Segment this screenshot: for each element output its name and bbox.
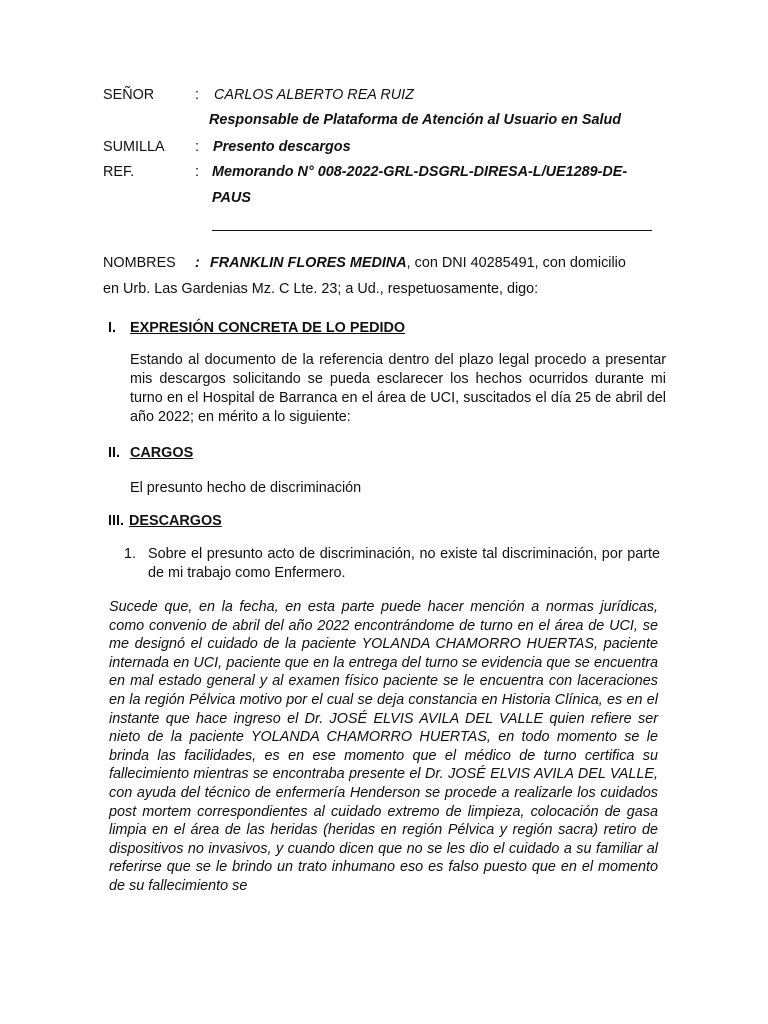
separator-line: [212, 230, 652, 231]
colon: :: [195, 164, 199, 180]
section-body: El presunto hecho de discriminación: [130, 480, 362, 496]
colon: :: [195, 139, 199, 155]
section-body: Estando al documento de la referencia dentro del plazo legal procedo a presentar mis descargos solicitando se pueda esclarecer los hechos ocurridos durante mi turno en el Hospital de Barranca en el área de UCI, suscitados el día 25 de abril del año 2022; en mérito a lo siguiente:: [130, 352, 666, 425]
colon: :: [195, 87, 199, 103]
colon: :: [195, 255, 200, 271]
senor-label: SEÑOR: [103, 87, 155, 103]
section-title: DESCARGOS: [129, 513, 222, 529]
applicant-name: FRANKLIN FLORES MEDINA: [210, 255, 407, 271]
list-item: Sobre el presunto acto de discriminación, no existe tal discriminación, por parte de mi trabajo como Enfermero.: [148, 546, 660, 581]
section-number: I.: [108, 320, 116, 336]
recipient-name: CARLOS ALBERTO REA RUIZ: [214, 87, 414, 103]
section-number: II.: [108, 445, 120, 461]
applicant-details: , con DNI 40285491, con domicilio: [406, 255, 626, 271]
ref-value-line1: Memorando N° 008-2022-GRL-DSGRL-DIRESA-L/UE1289-DE-: [212, 164, 628, 180]
sumilla-label: SUMILLA: [103, 139, 165, 155]
nombres-label: NOMBRES: [103, 255, 176, 271]
section-title: CARGOS: [130, 445, 194, 461]
section-title: EXPRESIÓN CONCRETA DE LO PEDIDO: [130, 320, 406, 336]
section-body: Sucede que, en la fecha, en esta parte puede hacer mención a normas jurídicas, como convenio de abril del año 2022 encontrándome de turno en el área de UCI, se me designó el cuidado de la paciente YOLANDA CHAMORRO HUERTAS, paciente internada en UCI, paciente que en la entrega del turno se evidencia que se encuentra en mal estado general y al examen físico paciente se le encuentra con laceraciones en la región Pélvica motivo por el cual se deja constancia en Historia Clínica, es en el instante que hace ingreso el Dr. JOSÉ ELVIS AVILA DEL VALLE quien refiere ser nieto de la paciente YOLANDA CHAMORRO HUERTAS, en todo momento se le brinda las facilidades, es en ese momento que el médico de turno certifica su fallecimiento mientras se encontraba presente el Dr. JOSÉ ELVIS AVILA DEL VALLE, con ayuda del técnico de enfermería Henderson se procede a realizarle los cuidados post mortem correspondientes al cuidado extremo de limpieza, colocación de gasa limpia en el área de las heridas (heridas en región Pélvica y región sacra) retiro de dispositivos no invasivos, y cuando dicen que no se les dio el cuidado a su familiar al referirse que se le brindo un trato inhumano eso es falso puesto que en el momento de su fallecimiento se: [109, 599, 658, 894]
ref-label: REF.: [103, 164, 135, 180]
section-number: III.: [108, 513, 124, 529]
nombres-line1: [210, 255, 626, 271]
nombres-line2: en Urb. Las Gardenias Mz. C Lte. 23; a Ud., respetuosamente, digo:: [103, 281, 539, 297]
list-number: 1.: [124, 546, 137, 562]
recipient-title: Responsable de Plataforma de Atención al Usuario en Salud: [209, 112, 622, 128]
sumilla-value: Presento descargos: [213, 139, 351, 155]
ref-value-line2: PAUS: [212, 190, 251, 206]
